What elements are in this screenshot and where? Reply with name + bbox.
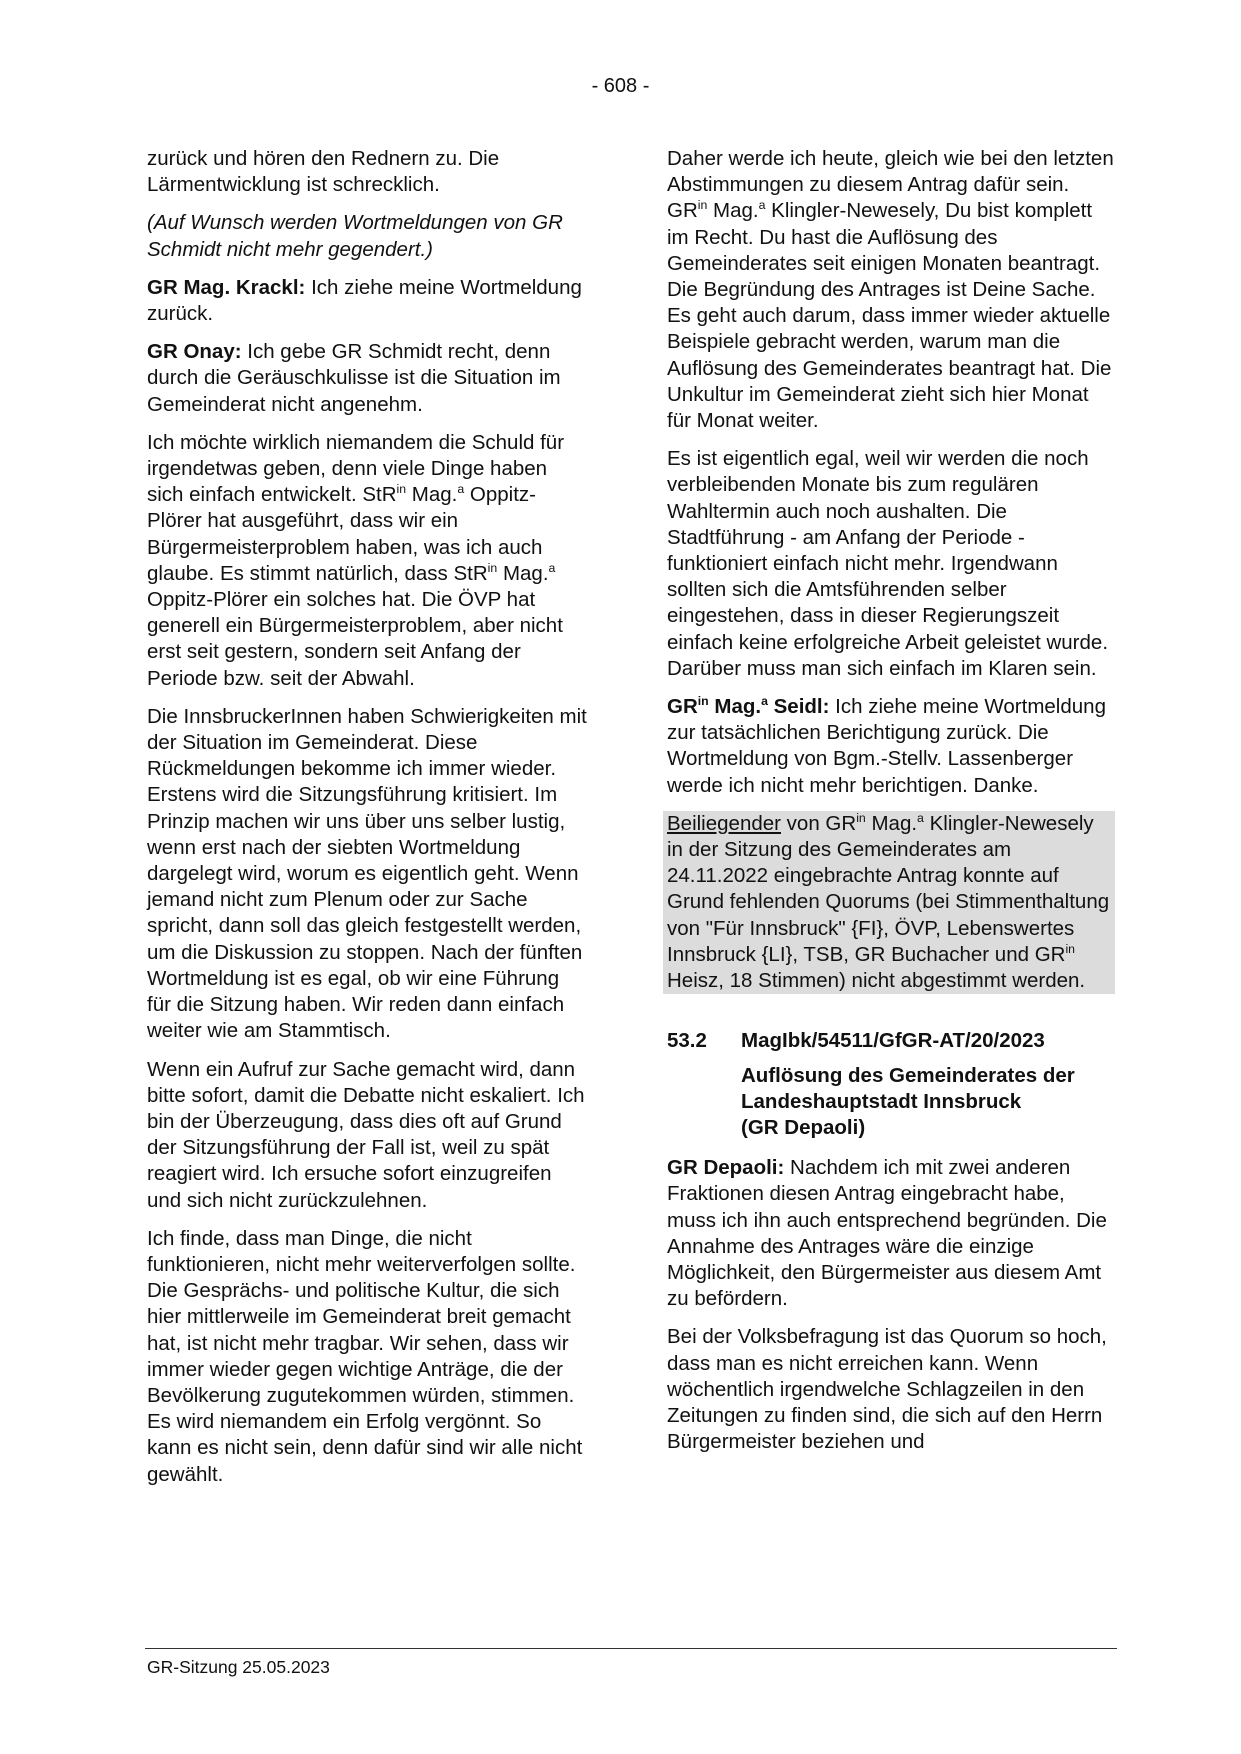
- paragraph: Daher werde ich heute, gleich wie bei den letzten Abstimmungen zu diesem Antrag dafür sein. $GR^{in}$ Mag.$^a$ Klingler-Newesely, Du bist komplett im Recht. Du hast die Auflösung des Gemeinderates seit einigen Monaten beantragt. Die Begründung des Antrages ist Deine Sache. Es geht auch darum, dass immer wieder aktuelle Beispiele gebracht werden, warum man die Auflösung des Gemeinderates beantragt hat. Die Unkultur im Gemeinderat zieht sich hier Monat für Monat weiter.: [667, 147, 1114, 433]
- speech-text: Ich ziehe meine Wortmeldung zur tatsächlichen Berichtigung zurück. Die Wortmeldung von Bgm.-Stellv. Lassenberger werde ich nicht mehr berichtigen. Danke.: [667, 695, 1106, 797]
- paragraph: Wenn ein Aufruf zur Sache gemacht wird, dann bitte sofort, damit die Debatte nicht eskaliert. Ich bin der Überzeugung, dass dies oft auf Grund der Sitzungsführung der Fall ist, weil zu spät reagiert wird. Ich ersuche sofort einzugreifen und sich nicht zurückzulehnen.: [147, 1057, 585, 1212]
- paragraph: Es ist eigentlich egal, weil wir werden die noch verbleibenden Monate bis zum regulären Wahltermin auch noch aushalten. Die Stadtführung - am Anfang der Periode - funktioniert einfach nicht mehr. Irgendwann sollten sich die Amtsführenden selber eingestehen, dass in dieser Regierungszeit einfach keine erfolgreiche Arbeit geleistet wurde. Darüber muss man sich einfach im Klaren sein.: [667, 447, 1109, 680]
- agenda-reference: MagIbk/54511/GfGR-AT/20/2023: [741, 1029, 1045, 1053]
- footer-text: GR-Sitzung 25.05.2023: [147, 1657, 330, 1677]
- speaker-name: GR Onay:: [147, 340, 242, 364]
- speech-depaoli: [667, 1155, 1115, 1312]
- speech-text: Ich gebe GR Schmidt recht, denn durch die Geräuschkulisse ist die Situation im Gemeinderat nicht angenehm.: [147, 340, 561, 416]
- page-number: - 608 -: [591, 75, 650, 97]
- speaker-name: $GR^{in}$ Mag.$^a$ Seidl:: [667, 694, 830, 719]
- speaker-name: GR Mag. Krackl:: [147, 275, 306, 299]
- speech-seidl: [667, 694, 1115, 799]
- speech-onay: [147, 339, 587, 418]
- paragraph: zurück und hören den Rednern zu. Die Lärmentwicklung ist schrecklich.: [147, 147, 500, 197]
- paragraph: Ich finde, dass man Dinge, die nicht funktionieren, nicht mehr weiterverfolgen sollte. Die Gesprächs- und politische Kultur, die sich hier mittlerweile im Gemeinderat breit gemacht hat, ist nicht mehr tragbar. Wir sehen, dass wir immer wieder gegen wichtige Anträge, die der Bevölkerung zugutekommen würden, stimmen. Es wird niemandem ein Erfolg vergönnt. So kann es nicht sein, denn dafür sind wir alle nicht gewählt.: [147, 1226, 583, 1486]
- agenda-number: 53.2: [667, 1029, 707, 1053]
- left-column: [147, 146, 587, 1500]
- footer-divider: [145, 1648, 1117, 1649]
- agenda-item: [667, 1028, 1115, 1141]
- speaker-name: GR Depaoli:: [667, 1156, 785, 1180]
- agenda-title: Auflösung des Gemeinderates der Landeshauptstadt Innsbruck (GR Depaoli): [741, 1063, 1075, 1139]
- paragraph: Ich möchte wirklich niemandem die Schuld für irgendetwas geben, denn viele Dinge haben sich einfach entwickelt. StR$^{in}$ Mag.$^a$ Oppitz-Plörer hat ausgeführt, dass wir ein Bürgermeisterproblem haben, was ich auch glaube. Es stimmt natürlich, dass StR$^{in}$ Mag.$^a$ Oppitz-Plörer ein solches hat. Die ÖVP hat generell ein Bürgermeisterproblem, aber nicht erst seit gestern, sondern seit Anfang der Periode bzw. seit der Abwahl.: [147, 430, 565, 690]
- editorial-note: (Auf Wunsch werden Wortmeldungen von GR Schmidt nicht mehr gegendert.): [147, 211, 563, 261]
- paragraph: Bei der Volksbefragung ist das Quorum so hoch, dass man es nicht erreichen kann. Wenn wöchentlich irgendwelche Schlagzeilen in den Zeitungen zu finden sind, die sich auf den Herrn Bürgermeister beziehen und: [667, 1325, 1107, 1454]
- shaded-note: Beiliegender von $GR^{in}$ Mag.$^a$ Klingler-Newesely in der Sitzung des Gemeinderates am 24.11.2022 eingebrachte Antrag konnte auf Grund fehlenden Quorums (bei Stimmenthaltung von "Für Innsbruck" {FI}, ÖVP, Lebenswertes Innsbruck {LI}, TSB, GR Buchacher und $GR^{in}$ Heisz, 18 Stimmen) nicht abgestimmt werden.: [663, 811, 1115, 994]
- speech-text: Nachdem ich mit zwei anderen Fraktionen diesen Antrag eingebracht habe, muss ich ihn auch entsprechend begründen. Die Annahme des Antrages wäre die einzige Möglichkeit, den Bürgermeister aus diesem Amt zu befördern.: [667, 1156, 1107, 1311]
- speech-text: Ich ziehe meine Wortmeldung zurück.: [147, 275, 582, 326]
- speech-krackl: [147, 275, 587, 327]
- right-column: [667, 146, 1115, 1467]
- paragraph: Die InnsbruckerInnen haben Schwierigkeiten mit der Situation im Gemeinderat. Diese Rückmeldungen bekomme ich immer wieder. Erstens wird die Sitzungsführung kritisiert. Im Prinzip machen wir uns über uns selber lustig, wenn erst nach der siebten Wortmeldung dargelegt wird, worum es eigentlich geht. Wenn jemand nicht zum Plenum oder zur Sache spricht, dann soll das gleich festgestellt werden, um die Diskussion zu stoppen. Nach der fünften Wortmeldung ist es egal, ob wir eine Führung für die Sitzung haben. Wir reden dann einfach weiter wie am Stammtisch.: [147, 704, 587, 1043]
